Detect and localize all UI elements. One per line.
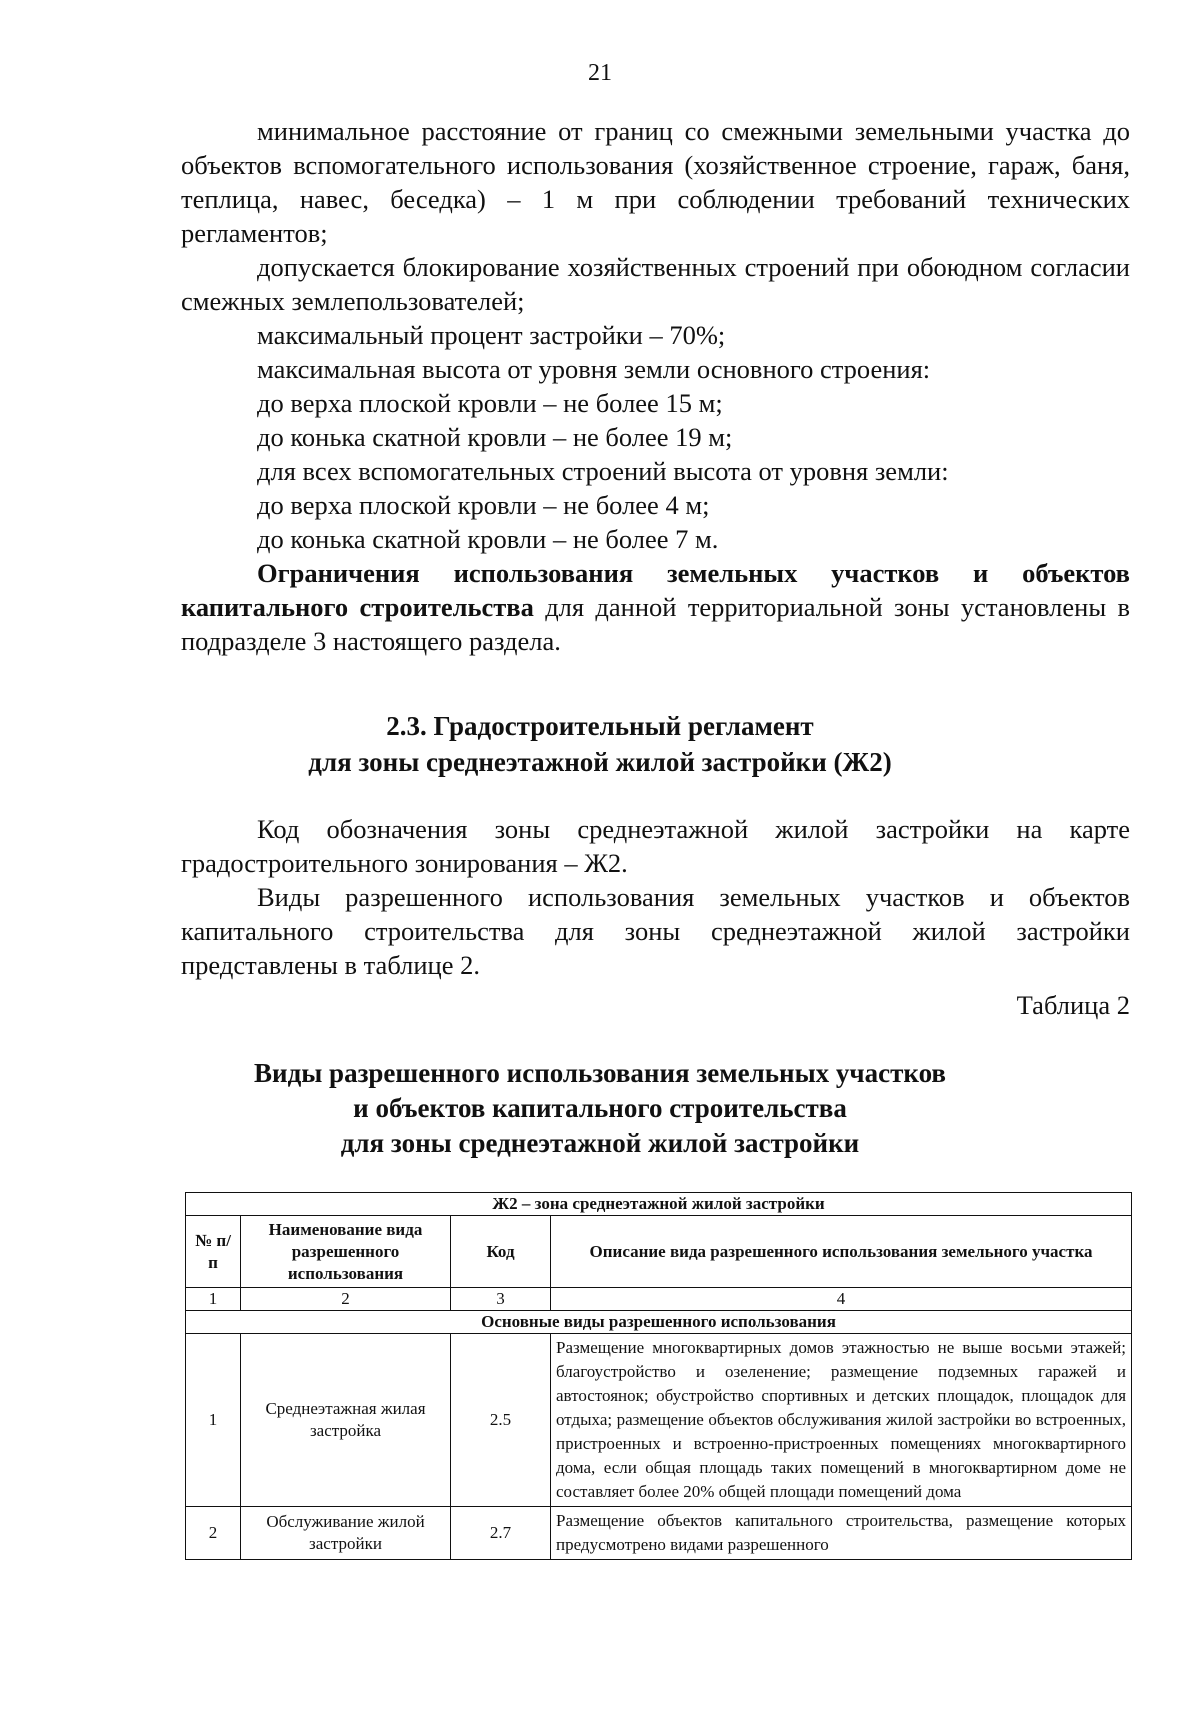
column-number-row	[186, 1288, 1132, 1311]
table-title-line3: для зоны среднеэтажной жилой застройки	[340, 1128, 860, 1158]
restrictions-paragraph	[181, 556, 1130, 658]
section-label: Основные виды разрешенного использования	[186, 1311, 1132, 1334]
requirements-text	[181, 114, 1130, 658]
zone-header-row	[186, 1193, 1132, 1216]
zone-header: Ж2 – зона среднеэтажной жилой застройки	[186, 1193, 1132, 1216]
row-code: 2.7	[451, 1507, 551, 1560]
column-number: 4	[551, 1288, 1132, 1311]
paragraph: Код обозначения зоны среднеэтажной жилой застройки на карте градостроительного зонирования – Ж2.	[181, 814, 1130, 878]
paragraph: минимальное расстояние от границ со смежными земельными участка до объектов вспомогательного использования (хозяйственное строение, гараж, баня, теплица, навес, беседка) – 1 м при соблюдении требований технических регламентов;	[181, 116, 1130, 248]
restrictions-rest: для данной территориальной зоны установлены в подразделе 3 настоящего раздела.	[181, 592, 1130, 656]
page-number: 21	[588, 60, 612, 86]
paragraph: допускается блокирование хозяйственных строений при обоюдном согласии смежных землепользователей;	[181, 252, 1130, 316]
column-header: Код	[451, 1216, 551, 1288]
row-number: 2	[186, 1507, 241, 1560]
row-name: Обслуживание жилой застройки	[241, 1507, 451, 1560]
paragraph: до конька скатной кровли – не более 7 м.	[257, 524, 719, 554]
paragraph: максимальная высота от уровня земли основного строения:	[257, 354, 931, 384]
table-title-line1: Виды разрешенного использования земельных участков	[254, 1058, 946, 1088]
table-caption: Таблица 2	[1016, 990, 1130, 1020]
paragraph: для всех вспомогательных строений высота от уровня земли:	[257, 456, 949, 486]
table-title-line2: и объектов капитального строительства	[353, 1093, 847, 1123]
row-code: 2.5	[451, 1334, 551, 1507]
column-number: 1	[186, 1288, 241, 1311]
paragraph: до верха плоской кровли – не более 4 м;	[257, 490, 710, 520]
column-number: 2	[241, 1288, 451, 1311]
column-number: 3	[451, 1288, 551, 1311]
paragraph: до верха плоской кровли – не более 15 м;	[257, 388, 723, 418]
paragraph: максимальный процент застройки – 70%;	[257, 320, 726, 350]
section-heading-line2: для зоны среднеэтажной жилой застройки (Ж2)	[308, 747, 892, 777]
permitted-use-table	[185, 1192, 1132, 1560]
section-text	[181, 812, 1130, 982]
table-row	[186, 1334, 1132, 1507]
row-description: Размещение многоквартирных домов этажностью не выше восьми этажей; благоустройство и озеленение; размещение подземных гаражей и автостоянок; обустройство спортивных и детских площадок, площадок для отдыха; размещение объектов обслуживания жилой застройки во встроенных, пристроенных и встроенно-пристроенных помещениях многоквартирного дома, если общая площадь таких помещений в многоквартирном доме не составляет более 20% общей площади помещений дома	[551, 1334, 1132, 1507]
column-header: Наименование вида разрешенного использования	[241, 1216, 451, 1288]
column-header: Описание вида разрешенного использования земельного участка	[551, 1216, 1132, 1288]
row-name: Среднеэтажная жилая застройка	[241, 1334, 451, 1507]
table-row	[186, 1507, 1132, 1560]
paragraph: до конька скатной кровли – не более 19 м;	[257, 422, 733, 452]
section-heading-line1: 2.3. Градостроительный регламент	[386, 711, 814, 741]
column-header-row	[186, 1216, 1132, 1288]
column-header: № п/п	[186, 1216, 241, 1288]
section-row	[186, 1311, 1132, 1334]
row-description: Размещение объектов капитального строительства, размещение которых предусмотрено видами разрешенного	[551, 1507, 1132, 1560]
row-number: 1	[186, 1334, 241, 1507]
paragraph: Виды разрешенного использования земельных участков и объектов капитального строительства для зоны среднеэтажной жилой застройки представлены в таблице 2.	[181, 882, 1130, 980]
restrictions-bold: Ограничения использования земельных участков и объектов капитального строительства	[181, 558, 1130, 622]
